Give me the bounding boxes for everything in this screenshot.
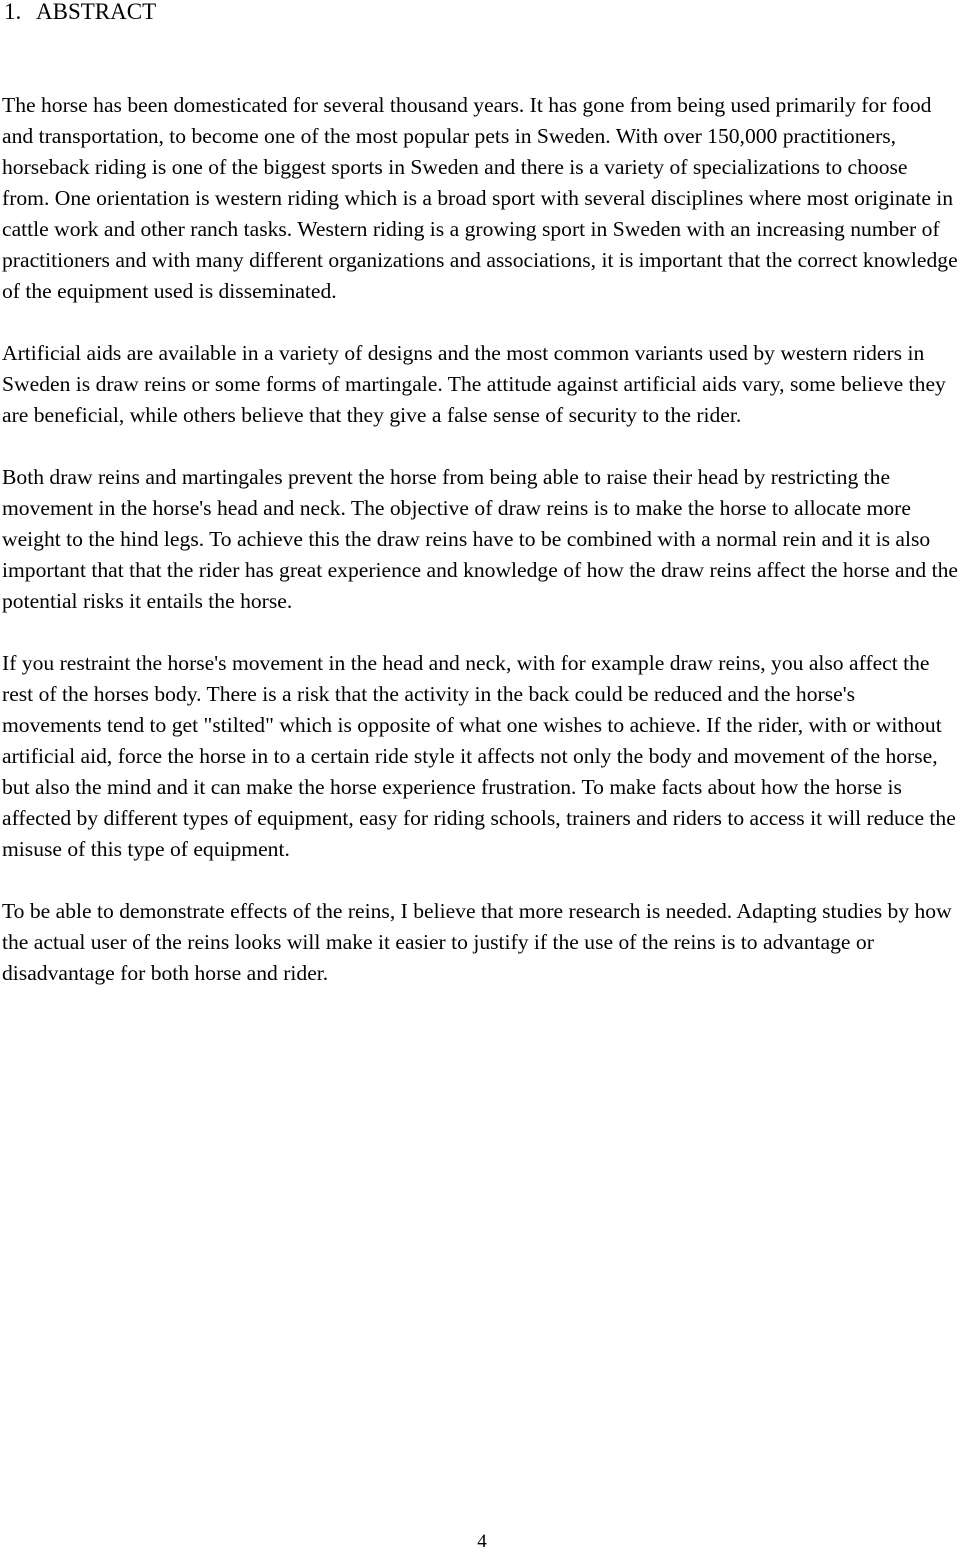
- paragraph: To be able to demonstrate effects of the reins, I believe that more research is needed. Adapting studies by how the actual user of the reins looks will make it easier to justify if the use of the reins is to advantage or disadvantage for both horse and rider.: [2, 899, 952, 985]
- paragraph: The horse has been domesticated for several thousand years. It has gone from being used primarily for food and transportation, to become one of the most popular pets in Sweden. With over 150,000 practitioners, horseback riding is one of the biggest sports in Sweden and there is a variety of specializations to choose from. One orientation is western riding which is a broad sport with several disciplines where most originate in cattle work and other ranch tasks. Western riding is a growing sport in Sweden with an increasing number of practitioners and with many different organizations and associations, it is important that the correct knowledge of the equipment used is disseminated.: [2, 93, 958, 303]
- page-number: 4: [477, 1531, 487, 1552]
- paragraph: Both draw reins and martingales prevent the horse from being able to raise their head by restricting the movement in the horse's head and neck. The objective of draw reins is to make the horse to allocate more weight to the hind legs. To achieve this the draw reins have to be combined with a normal rein and it is also important that that the rider has great experience and knowledge of how the draw reins affect the horse and the potential risks it entails the horse.: [2, 465, 958, 613]
- paragraph: Artificial aids are available in a variety of designs and the most common variants used by western riders in Sweden is draw reins or some forms of martingale. The attitude against artificial aids vary, some believe they are beneficial, while others believe that they give a false sense of security to the rider.: [2, 341, 946, 427]
- abstract-body: [2, 90, 958, 1020]
- paragraph: If you restraint the horse's movement in the head and neck, with for example draw reins, you also affect the rest of the horses body. There is a risk that the activity in the back could be reduced and the horse's movements tend to get "stilted" which is opposite of what one wishes to achieve. If the rider, with or without artificial aid, force the horse in to a certain ride style it affects not only the body and movement of the horse, but also the mind and it can make the horse experience frustration. To make facts about how the horse is affected by different types of equipment, easy for riding schools, trainers and riders to access it will reduce the misuse of this type of equipment.: [2, 651, 956, 861]
- section-heading: [2, 0, 156, 30]
- section-number: 1.: [4, 0, 22, 24]
- section-title: ABSTRACT: [36, 0, 157, 24]
